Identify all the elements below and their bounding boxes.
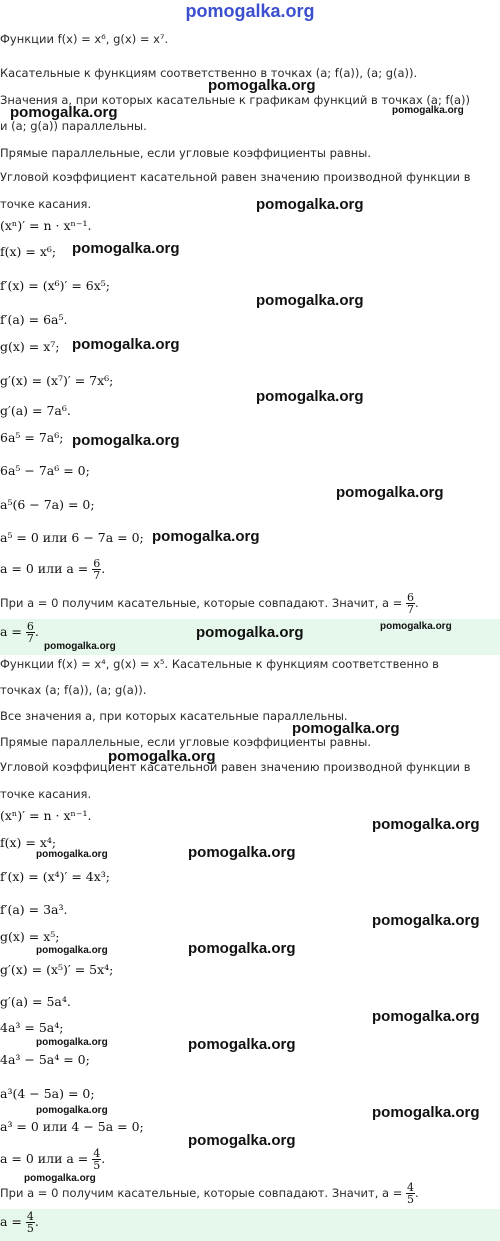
problem1-power-rule: (xⁿ)′ = n · xⁿ⁻¹. — [0, 218, 92, 233]
watermark: pomogalka.org — [392, 105, 464, 116]
watermark: pomogalka.org — [188, 1036, 296, 1053]
problem2-conclusion-fraction — [406, 1182, 415, 1205]
problem2-question: Все значения a, при которых касательные параллельны. — [0, 709, 348, 723]
watermark: pomogalka.org — [36, 1105, 108, 1116]
problem1-conclusion-fraction — [406, 592, 415, 615]
problem1-slope-rule-line2: точке касания. — [0, 197, 92, 211]
watermark: pomogalka.org — [372, 1008, 480, 1025]
watermark: pomogalka.org — [152, 528, 260, 545]
problem2-conclusion: При a = 0 получим касательные, которые совпадают. Значит, a = $\frac{4}{5}$ . — [0, 1181, 419, 1206]
problem1-functions: Функции f(x) = x⁶, g(x) = x⁷. — [0, 32, 169, 46]
fraction-numerator: 6 — [26, 620, 34, 633]
problem1-factored: a⁵(6 − 7a) = 0; — [0, 497, 95, 512]
problem1-cases: a⁵ = 0 или 6 − 7a = 0; — [0, 530, 144, 545]
problem1-answer-text: a = — [0, 624, 22, 639]
problem2-cases: a³ = 0 или 4 − 5a = 0; — [0, 1119, 144, 1134]
problem2-conclusion-text: При a = 0 получим касательные, которые совпадают. Значит, a = — [0, 1186, 403, 1200]
problem2-parallel-rule: Прямые параллельные, если угловые коэффициенты равны. — [0, 735, 371, 749]
watermark: pomogalka.org — [72, 336, 180, 353]
watermark: pomogalka.org — [108, 748, 216, 765]
watermark: pomogalka.org — [24, 1173, 96, 1184]
fraction-denominator: 5 — [407, 1193, 415, 1206]
problem1-answer: a = $\frac{6}{7}$ . — [0, 620, 39, 645]
problem2-power-rule: (xⁿ)′ = n · xⁿ⁻¹. — [0, 808, 92, 823]
problem2-slope-rule-line1: Угловой коэффициент касательной равен значению производной функции в — [0, 760, 471, 774]
problem2-equation: 4a³ = 5a⁴; — [0, 1020, 64, 1035]
problem1-question-line2: и (a; g(a)) параллельны. — [0, 119, 147, 133]
problem1-conclusion: При a = 0 получим касательные, которые совпадают. Значит, a = $\frac{6}{7}$ . — [0, 591, 419, 616]
problem1-equation-moved: 6a⁵ − 7a⁶ = 0; — [0, 463, 90, 478]
problem1-conclusion-text: При a = 0 получим касательные, которые совпадают. Значит, a = — [0, 596, 403, 610]
problem1-question-line1: Значения a, при которых касательные к графикам функций в точках (a; f(a)) — [0, 93, 471, 107]
watermark: pomogalka.org — [10, 104, 118, 121]
problem1-parallel-rule: Прямые параллельные, если угловые коэффициенты равны. — [0, 146, 371, 160]
fraction-denominator: 7 — [407, 603, 415, 616]
fraction-denominator: 5 — [93, 1159, 101, 1172]
watermark: pomogalka.org — [188, 844, 296, 861]
watermark: pomogalka.org — [336, 484, 444, 501]
problem1-f-def: f(x) = x⁶; — [0, 244, 57, 259]
fraction-denominator: 5 — [26, 1222, 34, 1235]
problem2-equation-moved: 4a³ − 5a⁴ = 0; — [0, 1052, 90, 1067]
problem2-tangent-points: точках (a; f(a)), (a; g(a)). — [0, 683, 147, 697]
watermark: pomogalka.org — [36, 1037, 108, 1048]
watermark: pomogalka.org — [188, 940, 296, 957]
problem1-g-derivative-at-a: g′(a) = 7a⁶. — [0, 403, 71, 418]
watermark: pomogalka.org — [292, 720, 400, 737]
fraction-denominator: 7 — [93, 569, 101, 582]
problem2-g-def: g(x) = x⁵; — [0, 929, 60, 944]
problem2-f-derivative-at-a: f′(a) = 3a³. — [0, 902, 68, 917]
problem2-slope-rule-line2: точке касания. — [0, 787, 92, 801]
problem1-equation: 6a⁵ = 7a⁶; — [0, 430, 64, 445]
problem1-roots: a = 0 или a = $\frac{6}{7}$ . — [0, 557, 106, 582]
problem2-factored: a³(4 − 5a) = 0; — [0, 1086, 95, 1101]
watermark: pomogalka.org — [372, 1104, 480, 1121]
fraction-numerator: 4 — [93, 1147, 101, 1160]
fraction-numerator: 4 — [26, 1210, 34, 1223]
problem1-tangent-points: Касательные к функциям соответственно в точках (a; f(a)), (a; g(a)). — [0, 66, 418, 80]
answer-band-2 — [0, 1209, 500, 1241]
problem2-answer-fraction — [26, 1211, 35, 1234]
watermark: pomogalka.org — [188, 1132, 296, 1149]
watermark: pomogalka.org — [256, 196, 364, 213]
problem1-answer-fraction — [26, 621, 35, 644]
site-header[interactable]: pomogalka.org — [185, 1, 315, 21]
fraction-numerator: 6 — [93, 557, 101, 570]
problem2-roots-text: a = 0 или a = — [0, 1151, 89, 1166]
problem2-f-def: f(x) = x⁴; — [0, 835, 57, 850]
watermark: pomogalka.org — [72, 432, 180, 449]
problem2-answer: a = $\frac{4}{5}$ . — [0, 1210, 39, 1235]
watermark: pomogalka.org — [44, 641, 116, 652]
problem2-roots-fraction — [92, 1148, 101, 1171]
problem1-g-derivative: g′(x) = (x⁷)′ = 7x⁶; — [0, 373, 114, 388]
fraction-numerator: 4 — [407, 1181, 415, 1194]
problem1-roots-text: a = 0 или a = — [0, 561, 89, 576]
watermark: pomogalka.org — [372, 816, 480, 833]
problem2-functions: Функции f(x) = x⁴, g(x) = x⁵. Касательные к функциям соответственно в — [0, 657, 439, 671]
fraction-numerator: 6 — [407, 591, 415, 604]
watermark: pomogalka.org — [196, 624, 304, 641]
problem2-f-derivative: f′(x) = (x⁴)′ = 4x³; — [0, 869, 110, 884]
problem1-slope-rule-line1: Угловой коэффициент касательной равен значению производной функции в — [0, 170, 471, 184]
problem2-roots: a = 0 или a = $\frac{4}{5}$ . — [0, 1147, 106, 1172]
problem1-g-def: g(x) = x⁷; — [0, 339, 60, 354]
watermark: pomogalka.org — [36, 849, 108, 860]
problem1-f-derivative-at-a: f′(a) = 6a⁵. — [0, 312, 68, 327]
watermark: pomogalka.org — [256, 292, 364, 309]
watermark: pomogalka.org — [380, 621, 452, 632]
problem2-answer-text: a = — [0, 1214, 22, 1229]
watermark: pomogalka.org — [372, 912, 480, 929]
watermark: pomogalka.org — [208, 77, 316, 94]
watermark: pomogalka.org — [36, 945, 108, 956]
watermark: pomogalka.org — [72, 240, 180, 257]
problem2-g-derivative-at-a: g′(a) = 5a⁴. — [0, 994, 71, 1009]
watermark: pomogalka.org — [256, 388, 364, 405]
problem1-roots-fraction — [92, 558, 101, 581]
problem2-g-derivative: g′(x) = (x⁵)′ = 5x⁴; — [0, 962, 114, 977]
fraction-denominator: 7 — [26, 632, 34, 645]
problem1-f-derivative: f′(x) = (x⁶)′ = 6x⁵; — [0, 278, 110, 293]
